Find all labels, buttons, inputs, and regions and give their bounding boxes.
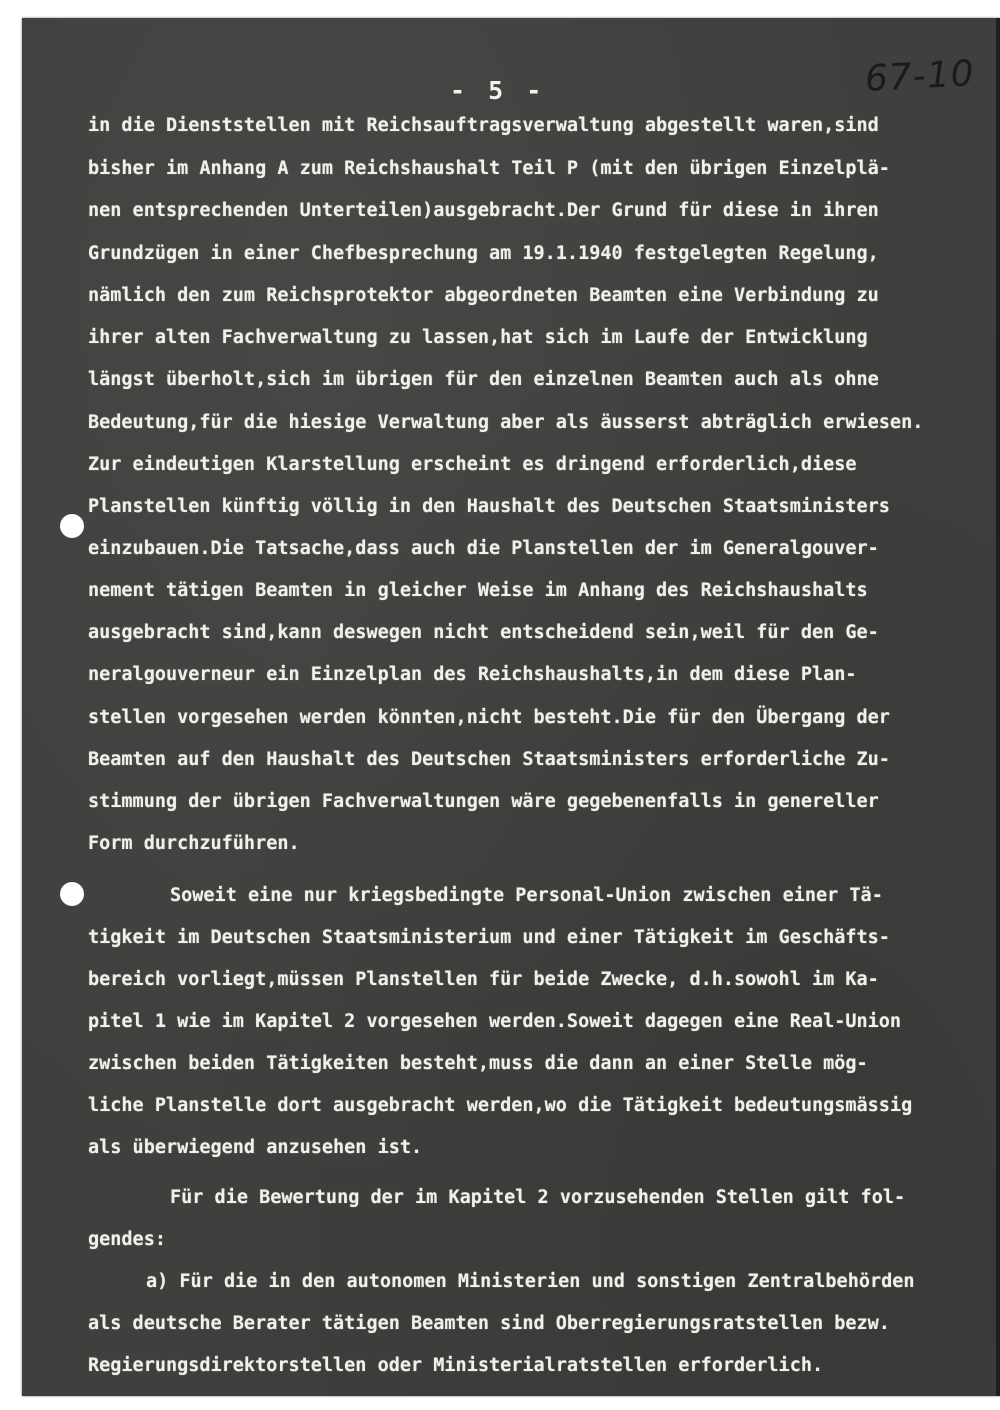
text-line-3: nen entsprechenden Unterteilen)ausgebracht.Der Grund für diese in ihren [88,200,879,221]
text-line-4: Grundzügen in einer Chefbesprechung am 19.1.1940 festgelegten Regelung, [88,243,879,264]
text-line-13: ausgebracht sind,kann deswegen nicht entscheidend sein,weil für den Ge- [88,622,879,643]
text-line-5: nämlich den zum Reichsprotektor abgeordneten Beamten eine Verbindung zu [88,285,879,306]
text-line-18: Form durchzuführen. [88,833,300,854]
text-line-15: stellen vorgesehen werden könnten,nicht besteht.Die für den Übergang der [88,707,890,728]
punch-hole-lower [60,882,84,906]
text-line-22: pitel 1 wie im Kapitel 2 vorgesehen werden.Soweit dagegen eine Real-Union [88,1011,902,1032]
text-line-6: ihrer alten Fachverwaltung zu lassen,hat sich im Laufe der Entwicklung [88,327,868,348]
text-line-8: Bedeutung,für die hiesige Verwaltung aber als äusserst abträglich erwiesen. [88,412,924,433]
text-line-23: zwischen beiden Tätigkeiten besteht,muss die dann an einer Stelle mög- [88,1053,868,1074]
document-page [22,18,1000,1396]
text-line-30: Regierungsdirektorstellen oder Ministerialratstellen erforderlich. [88,1355,824,1376]
text-line-2: bisher im Anhang A zum Reichshaushalt Teil P (mit den übrigen Einzelplä- [88,158,890,179]
handwritten-archive-number: 67-10 [864,53,976,100]
text-line-21: bereich vorliegt,müssen Planstellen für beide Zwecke, d.h.sowohl im Ka- [88,969,879,990]
text-line-16: Beamten auf den Haushalt des Deutschen Staatsministers erforderliche Zu- [88,749,890,770]
text-line-7: längst überholt,sich im übrigen für den einzelnen Beamten auch als ohne [88,369,879,390]
text-line-9: Zur eindeutigen Klarstellung erscheint es dringend erforderlich,diese [88,454,857,475]
text-line-12: nement tätigen Beamten in gleicher Weise im Anhang des Reichshaushalts [88,580,868,601]
text-line-27: gendes: [88,1229,166,1250]
text-line-29: als deutsche Berater tätigen Beamten sind Oberregierungsratstellen bezw. [88,1313,890,1334]
page-edge-shadow [996,18,1000,1396]
text-line-1: in die Dienststellen mit Reichsauftragsverwaltung abgestellt waren,sind [88,115,879,136]
text-line-10: Planstellen künftig völlig in den Haushalt des Deutschen Staatsministers [88,496,890,517]
text-line-19: Soweit eine nur kriegsbedingte Personal-Union zwischen einer Tä- [170,885,883,906]
text-line-28: a) Für die in den autonomen Ministerien und sonstigen Zentralbehörden [146,1271,915,1292]
page-number: - 5 - [450,76,546,105]
text-line-24: liche Planstelle dort ausgebracht werden,wo die Tätigkeit bedeutungsmässig [88,1095,913,1116]
text-line-11: einzubauen.Die Tatsache,dass auch die Planstellen der im Generalgouver- [88,538,879,559]
text-line-26: Für die Bewertung der im Kapitel 2 vorzusehenden Stellen gilt fol- [170,1187,906,1208]
text-line-14: neralgouverneur ein Einzelplan des Reichshaushalts,in dem diese Plan- [88,664,857,685]
text-line-20: tigkeit im Deutschen Staatsministerium und einer Tätigkeit im Geschäfts- [88,927,890,948]
text-line-25: als überwiegend anzusehen ist. [88,1137,423,1158]
punch-hole-upper [60,514,84,538]
text-line-17: stimmung der übrigen Fachverwaltungen wäre gegebenenfalls in genereller [88,791,879,812]
